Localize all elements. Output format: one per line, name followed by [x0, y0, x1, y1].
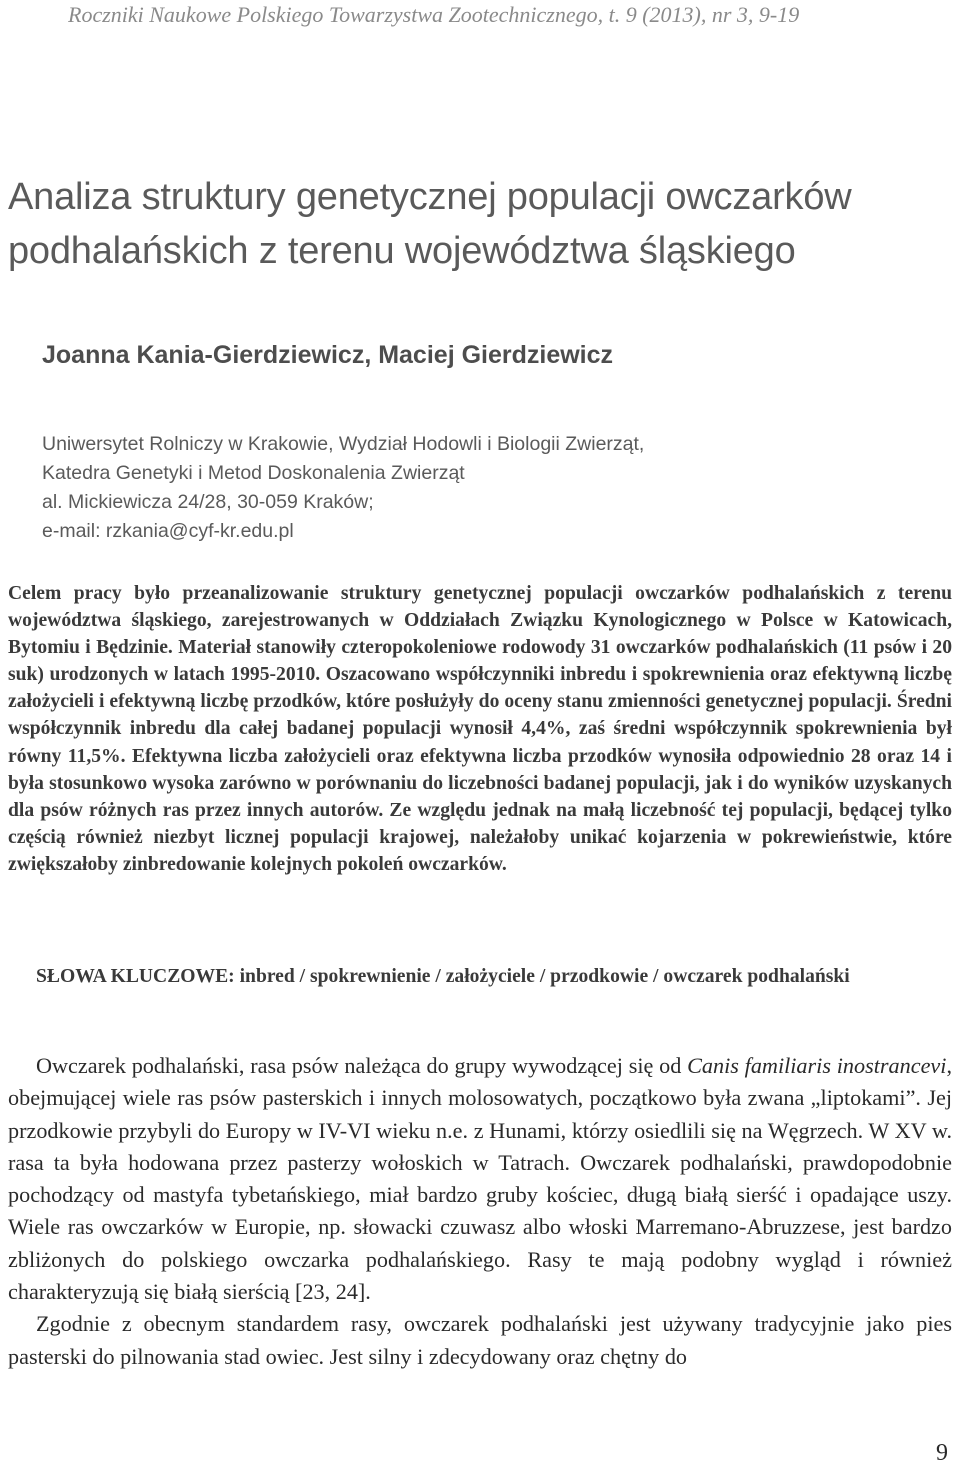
article-title-line-2: podhalańskich z terenu województwa śląskiego [8, 230, 796, 272]
article-title [8, 170, 948, 278]
affiliation-email: e-mail: rzkania@cyf-kr.edu.pl [42, 520, 294, 542]
body-paragraph-2: Zgodnie z obecnym standardem rasy, owczarek podhalański jest używany tradycyjnie jako pies pasterski do pilnowania stad owiec. Jest silny i zdecydowany oraz chętny do [8, 1311, 952, 1369]
article-title-line-1: Analiza struktury genetycznej populacji owczarków [8, 176, 852, 218]
affiliation [42, 430, 942, 546]
abstract: Celem pracy było przeanalizowanie struktury genetycznej populacji owczarków podhalańskich z terenu województwa śląskiego, zarejestrowanych w Oddziałach Związku Kynologicznego w Polsce w Katowicach, Bytomiu i Będzinie. Materiał stanowiły czteropokoleniowe rodowody 31 owczarków podhalańskich (11 psów i 20 suk) urodzonych w latach 1995-2010. Oszacowano współczynniki inbredu i spokrewnienia oraz efektywną liczbę założycieli i efektywną liczbę przodków, które posłużyły do oceny stanu zmienności genetycznej populacji. Średni współczynnik inbredu dla całej badanej populacji wynosił 4,4%, zaś średni współczynnik spokrewnienia był równy 11,5%. Efektywna liczba założycieli oraz efektywna liczba przodków wynosiła odpowiednio 28 oraz 14 i była stosunkowo wysoka zarówno w porównaniu do liczebności badanej populacji, jak i do wyników uzyskanych dla psów różnych ras przez innych autorów. Ze względu jednak na małą liczebność tej populacji, będącej tylko częścią również niezbyt licznej populacji krajowej, należałoby unikać kojarzenia w pokrewieństwie, które zwiększałoby zinbredowanie kolejnych pokoleń owczarków. [8, 583, 952, 875]
journal-header: Roczniki Naukowe Polskiego Towarzystwa Zootechnicznego, t. 9 (2013), nr 3, 9-19 [68, 2, 800, 27]
page-number: 9 [936, 1440, 948, 1466]
affiliation-line-3: al. Mickiewicza 24/28, 30-059 Kraków; [42, 491, 374, 513]
body-paragraph-1 [8, 1050, 952, 1308]
keywords: SŁOWA KLUCZOWE: inbred / spokrewnienie / założyciele / przodkowie / owczarek podhalański [36, 966, 850, 987]
affiliation-line-2: Katedra Genetyki i Metod Doskonalenia Zwierząt [42, 462, 465, 484]
authors: Joanna Kania-Gierdziewicz, Maciej Gierdziewicz [42, 341, 614, 369]
body-text [8, 1050, 952, 1373]
body-paragraph-1-rest: , obejmującej wiele ras psów pasterskich i innych molosowatych, początkowo była zwana „liptokami”. Jej przodkowie przybyli do Europy w IV-VI wieku n.e. z Hunami, którzy osiedlili się na Węgrzech. W XV w. rasa ta była hodowana przez pasterzy wołoskich w Tatrach. Owczarek podhalański, prawdopodobnie pochodzący od mastyfa tybetańskiego, miał bardzo gruby kościec, długą białą sierść i opadające uszy. Wiele ras owczarków w Europie, np. słowacki czuwasz albo włoski Marremano-Abruzzese, jest bardzo zbliżonych do polskiego owczarka podhalańskiego. Rasy te mają podobny wygląd i również charakteryzują się białą sierścią [23, 24]. [8, 1053, 952, 1305]
affiliation-line-1: Uniwersytet Rolniczy w Krakowie, Wydział Hodowli i Biologii Zwierząt, [42, 433, 645, 455]
body-paragraph-1-start: Owczarek podhalański, rasa psów należąca do grupy wywodzącej się od [36, 1053, 688, 1078]
species-name: Canis familiaris inostrancevi [687, 1053, 947, 1078]
